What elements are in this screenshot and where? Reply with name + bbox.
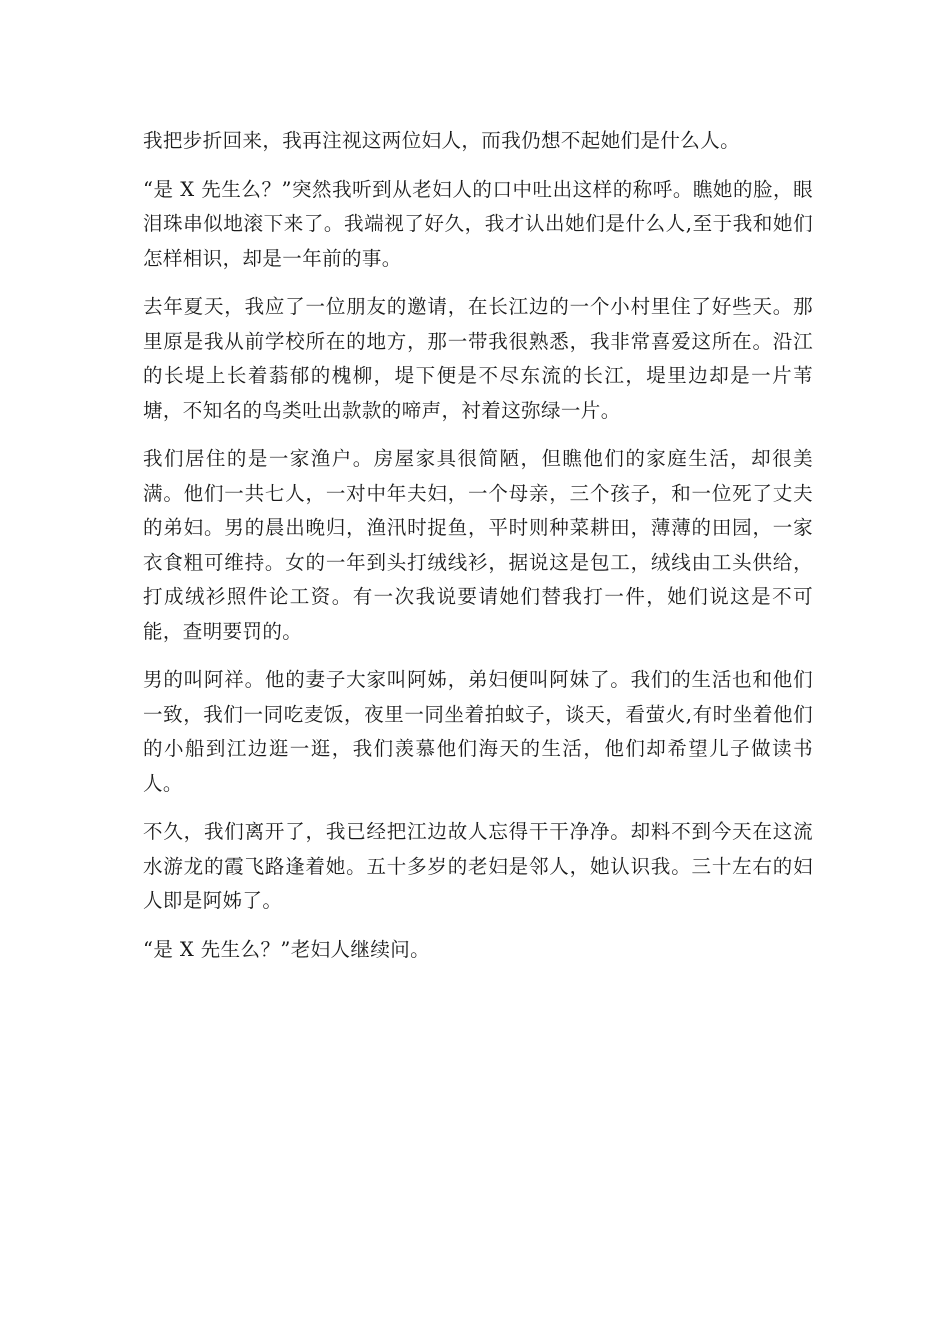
paragraph-5: 男的叫阿祥。他的妻子大家叫阿姊，弟妇便叫阿妹了。我们的生活也和他们一致，我们一同吃麦饭，夜里一同坐着拍蚊子，谈天，看萤火,有时坐着他们的小船到江边逛一逛，我们羡慕他们海天的生活，他们却希望儿子做读书人。 (143, 668, 813, 795)
paragraph-4: 我们居住的是一家渔户。房屋家具很简陋，但瞧他们的家庭生活，却很美满。他们一共七人，一对中年夫妇，一个母亲，三个孩子，和一位死了丈夫的弟妇。男的晨出晚归，渔汛时捉鱼，平时则种菜耕田，薄薄的田园，一家衣食粗可维持。女的一年到头打绒线衫，据说这是包工，绒线由工头供给，打成绒衫照件论工资。有一次我说要请她们替我打一件，她们说这是不可能，查明要罚的。 (143, 447, 813, 643)
body-text (143, 124, 813, 981)
paragraph-3: 去年夏天，我应了一位朋友的邀请，在长江边的一个小村里住了好些天。那里原是我从前学校所在的地方，那一带我很熟悉，我非常喜爱这所在。沿江的长堤上长着蓊郁的槐柳，堤下便是不尽东流的长江，堤里边却是一片苇塘，不知名的鸟类吐出款款的啼声，衬着这弥绿一片。 (143, 295, 813, 422)
paragraph-2: “是 X 先生么？”突然我听到从老妇人的口中吐出这样的称呼。瞧她的脸，眼泪珠串似地滚下来了。我端视了好久，我才认出她们是什么人,至于我和她们怎样相识，却是一年前的事。 (143, 177, 813, 270)
paragraph-6: 不久，我们离开了，我已经把江边故人忘得干干净净。却料不到今天在这流水游龙的霞飞路逢着她。五十多岁的老妇是邻人，她认识我。三十左右的妇人即是阿姊了。 (143, 820, 813, 912)
paragraph-7: “是 X 先生么？”老妇人继续问。 (143, 937, 431, 961)
paragraph-1: 我把步折回来，我再注视这两位妇人，而我仍想不起她们是什么人。 (143, 129, 741, 152)
